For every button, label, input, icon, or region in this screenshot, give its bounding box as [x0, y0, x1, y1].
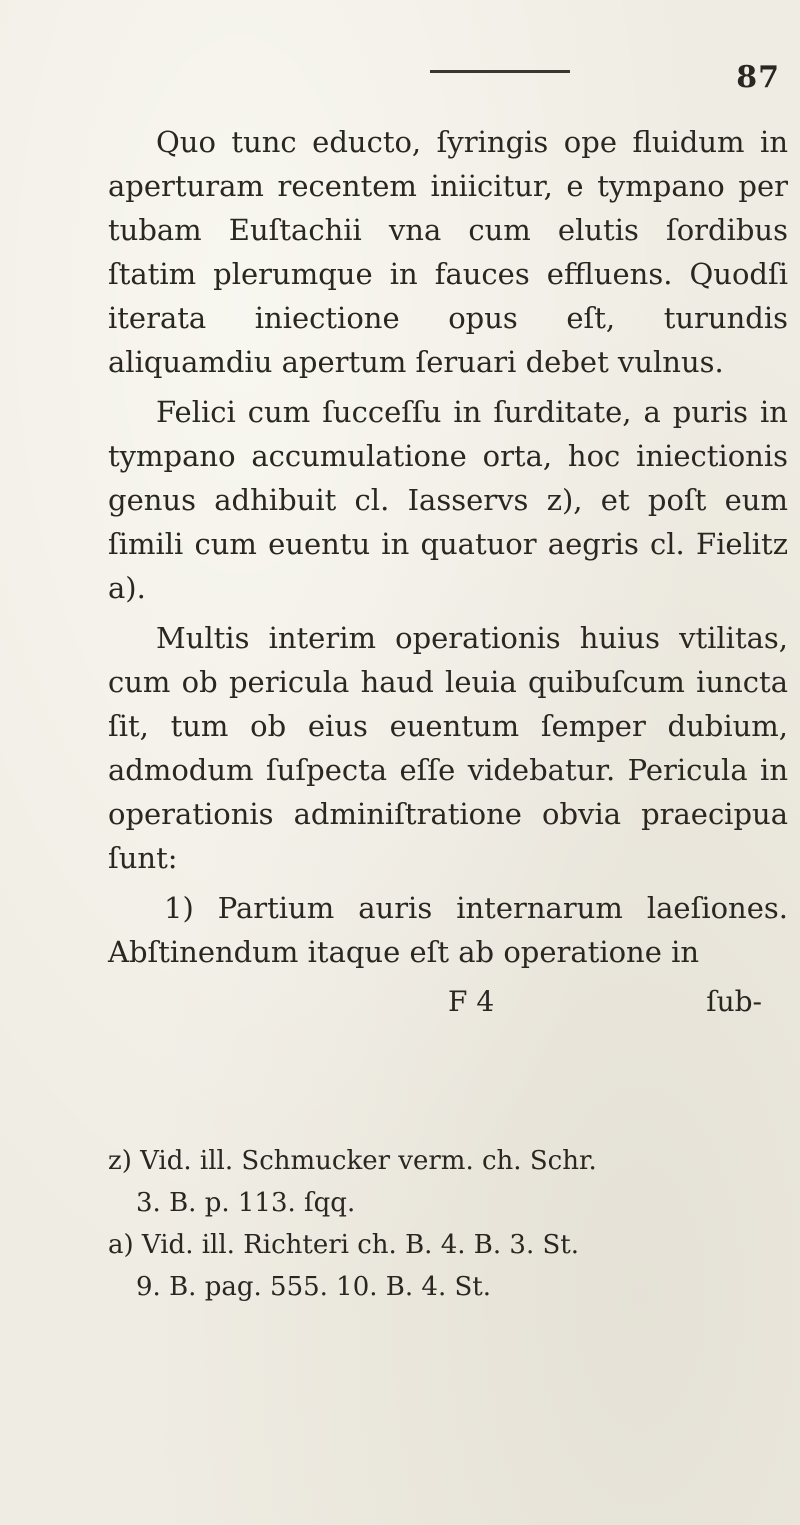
- header-rule: [430, 70, 570, 73]
- signature-mark: F 4: [448, 985, 495, 1018]
- footnote-z-continued: 3. B. p. 113. ſqq.: [136, 1188, 356, 1218]
- footnote-z: z) Vid. ill. Schmucker verm. ch. Schr.: [108, 1146, 597, 1176]
- paragraph: Multis interim operationis huius vtilitas, cum ob pericula haud leuia quibuſcum iuncta ſit, tum ob eius euentum ſemper dubium, admodum ſuſpecta eſſe videbatur. Pericula in operationis adminiſtratione obvia praecipua ſunt:: [108, 621, 788, 875]
- main-text: [108, 120, 788, 1024]
- footnote-a: a) Vid. ill. Richteri ch. B. 4. B. 3. St.: [108, 1230, 580, 1260]
- paragraph: Quo tunc educto, ſyringis ope fluidum in aperturam recentem iniicitur, e tympano per tubam Euſtachii vna cum elutis ſordibus ſtatim plerumque in fauces effluens. Quodſi iterata iniectione opus eſt, turundis aliquamdiu apertum ſeruari debet vulnus.: [108, 125, 788, 379]
- page-number: 87: [736, 60, 780, 95]
- catchword-line: [108, 980, 788, 1024]
- footnotes: [108, 1140, 788, 1308]
- paragraph: Felici cum ſucceſſu in ſurditate, a puris in tympano accumulatione orta, hoc iniectionis genus adhibuit cl. Iasservs z), et poſt eum ſimili cum euentu in quatuor aegris cl. Fielitz a).: [108, 395, 788, 605]
- list-paragraph: 1) Partium auris internarum laeſiones. Abſtinendum itaque eſt ab operatione in: [108, 891, 788, 969]
- footnote-a-continued: 9. B. pag. 555. 10. B. 4. St.: [136, 1272, 492, 1302]
- catchword: ſub-: [706, 985, 762, 1018]
